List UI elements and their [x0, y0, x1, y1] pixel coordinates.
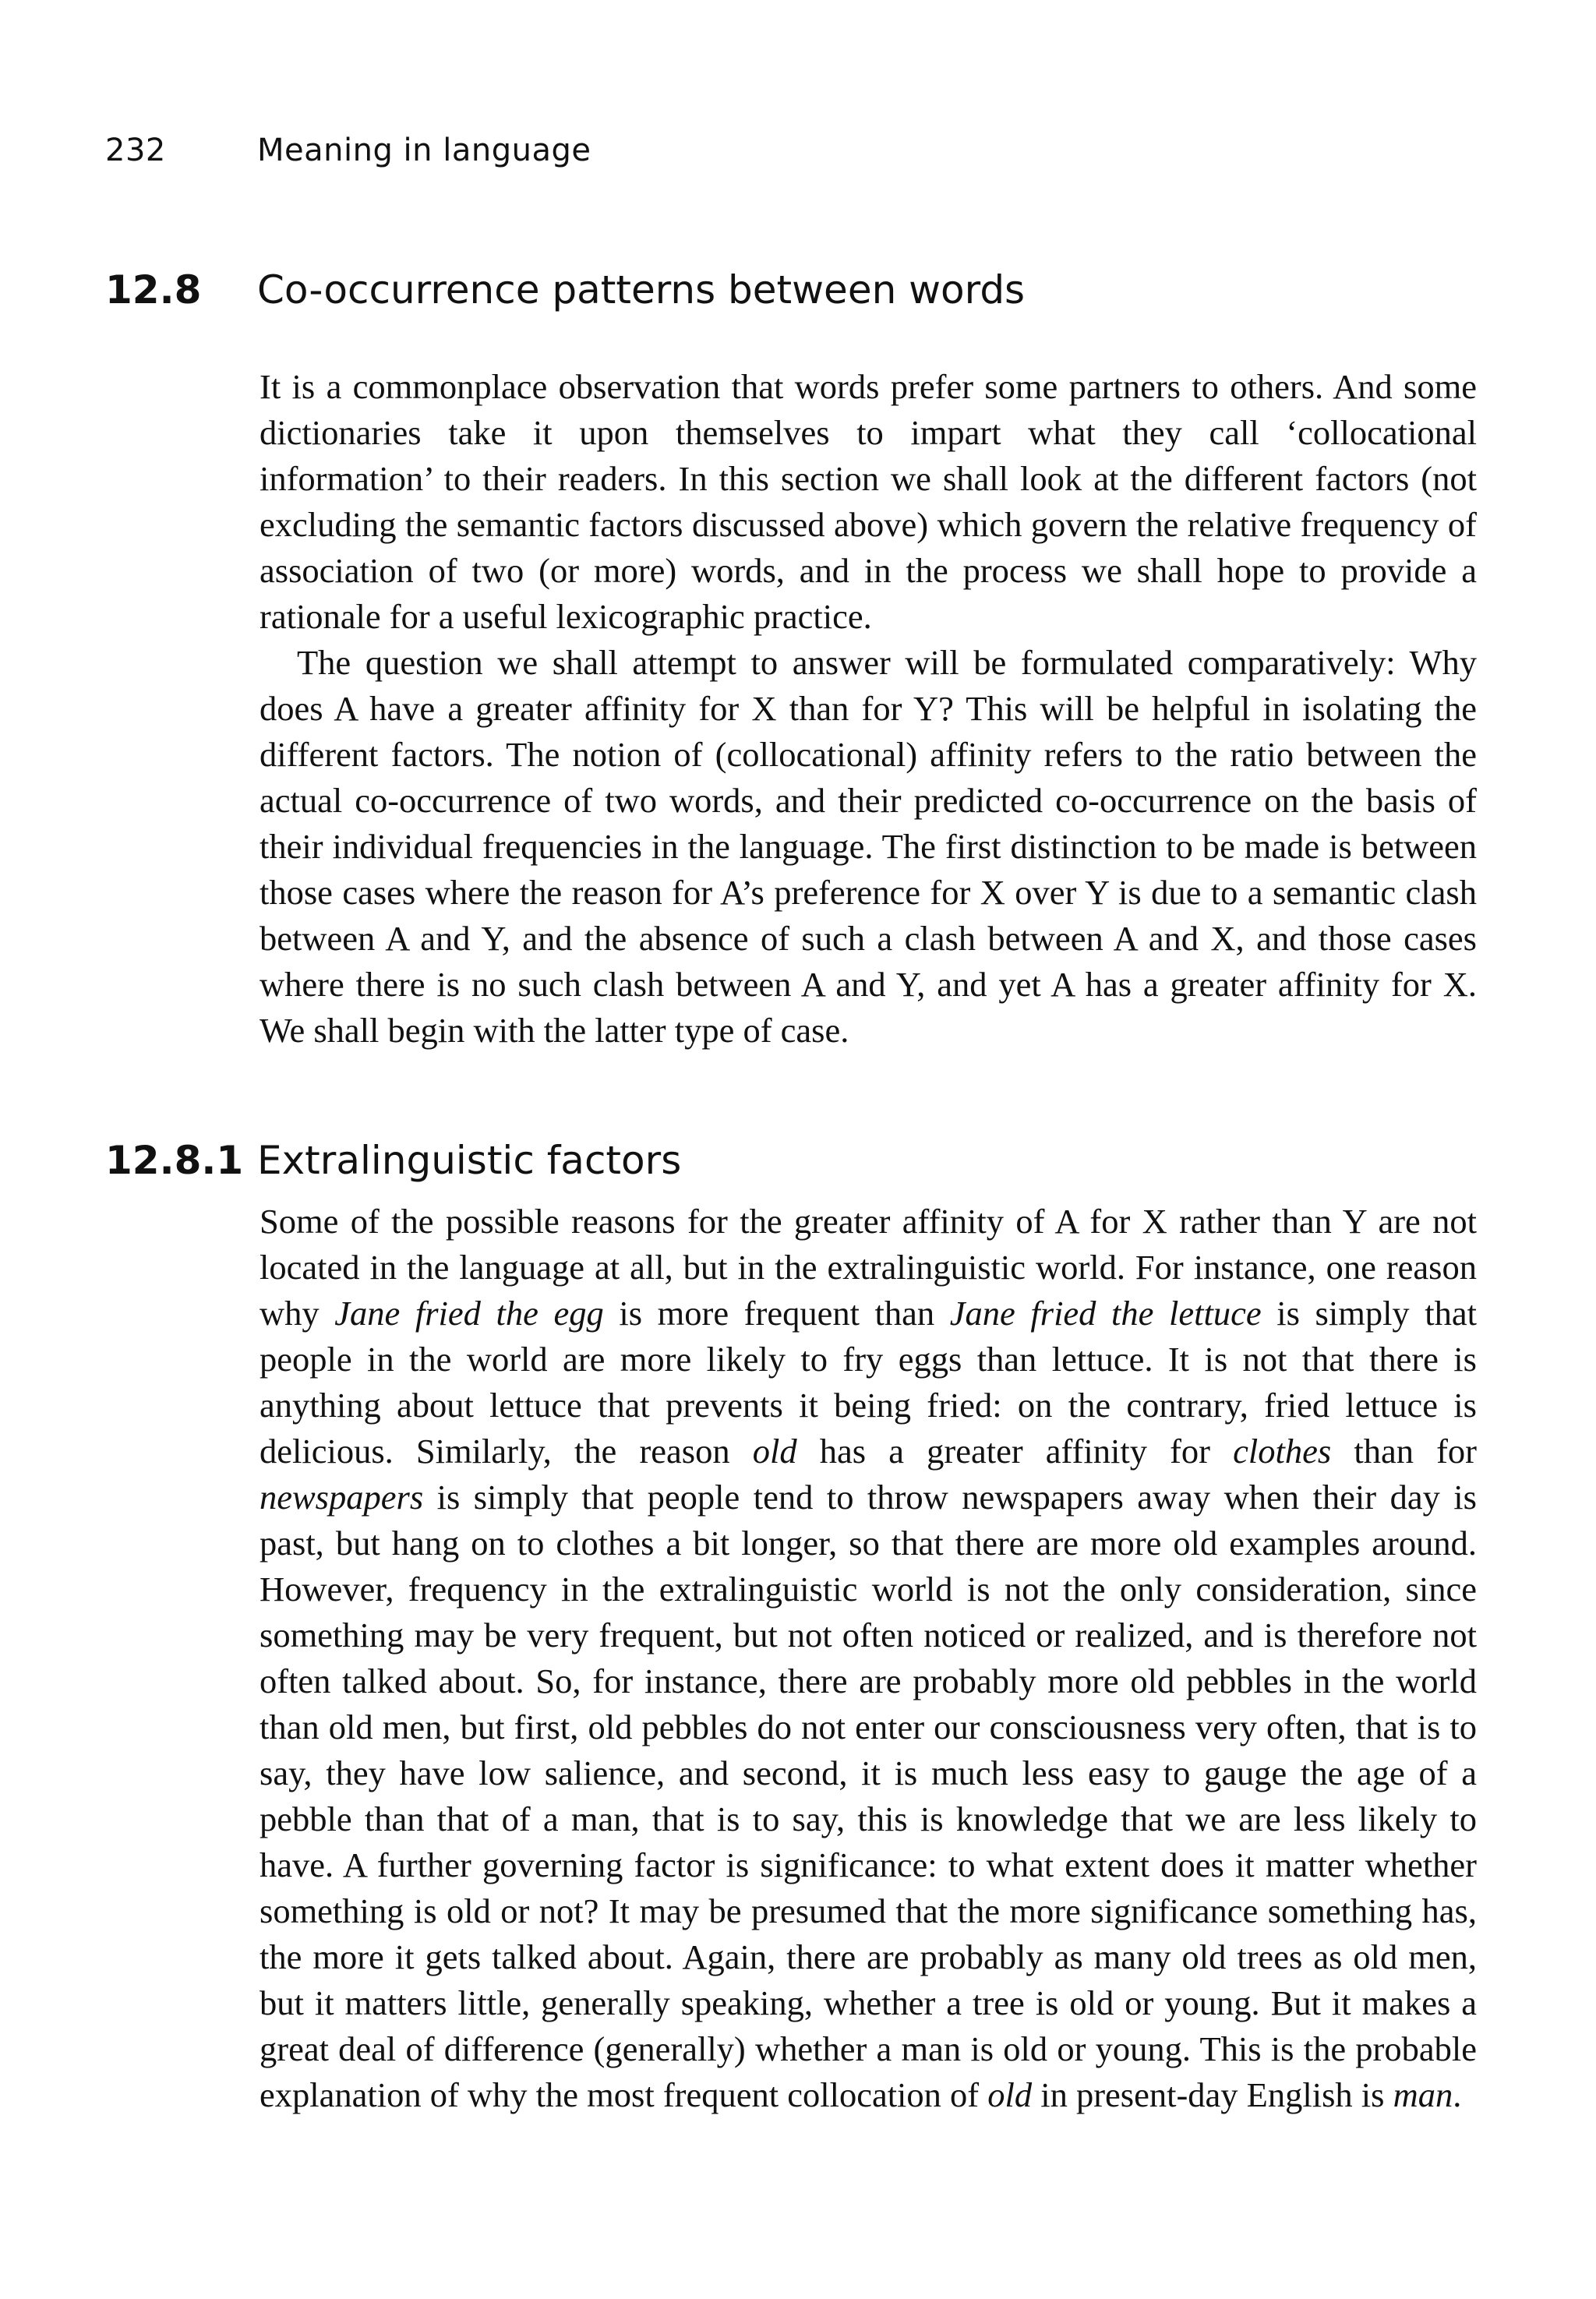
subsection-number: 12.8.1 [105, 1138, 244, 1183]
example-phrase: Jane fried the egg [334, 1294, 604, 1333]
paragraph [260, 1199, 1477, 2118]
text-run: is simply that people tend to throw newspapers away when their day is past, but hang on to clothes a bit longer, so that there are more old examples around. However, frequency in the extralinguistic world is not the only consideration, since something may be very frequent, but not often noticed or realized, and is therefore not often talked about. So, for instance, there are probably more old pebbles in the world than old men, but first, old pebbles do not enter our consciousness very often, that is to say, they have low salience, and second, it is much less easy to gauge the age of a pebble than that of a man, that is to say, this is knowledge that we are less likely to have. A further governing factor is significance: to what extent does it matter whether something is old or not? It may be presumed that the more significance something has, the more it gets talked about. Again, there are probably as many old trees as old men, but it matters little, generally speaking, whether a tree is old or young. But it makes a great deal of difference (generally) whether a man is old or young. This is the probable explanation of why the most frequent collocation of [260, 1478, 1477, 2114]
text-run: is simply that people in the world are more likely to fry eggs than lettuce. It is not that there is anything about lettuce that prevents it being fried: on the contrary, fried lettuce is delicious. Similarly, the reason [260, 1294, 1478, 1471]
example-word: old [752, 1432, 797, 1471]
subsection-title: Extralinguistic factors [257, 1138, 682, 1183]
example-word: old [987, 2075, 1033, 2114]
text-run: has a greater affinity for [796, 1432, 1234, 1471]
section-body [260, 364, 1477, 1054]
running-head-title: Meaning in language [257, 132, 591, 168]
page-number: 232 [105, 132, 166, 168]
example-word: clothes [1233, 1432, 1332, 1471]
subsection-heading [105, 1138, 681, 1183]
section-title: Co-occurrence patterns between words [257, 267, 1026, 313]
text-run: than for [1331, 1432, 1477, 1471]
text-run: Some of the possible reasons for the greater affinity of A for X rather than Y are not located in the language at all, but in the extralinguistic world. For instance, one reason why [260, 1202, 1477, 1333]
example-word: man [1393, 2075, 1453, 2114]
paragraph: The question we shall attempt to answer will be formulated comparatively: Why does A have a greater affinity for X than for Y? This will be helpful in isolating the different factors. The notion of (collocational) affinity refers to the ratio between the actual co-occurrence of two words, and their predicted co-occurrence on the basis of their individual frequencies in the language. The first distinction to be made is between those cases where the reason for A’s preference for X over Y is due to a semantic clash between A and Y, and the absence of such a clash between A and X, and those cases where there is no such clash between A and Y, and yet A has a greater affinity for X. We shall begin with the latter type of case. [260, 643, 1477, 1050]
text-run: in present-day English is [1032, 2075, 1393, 2114]
example-word: newspapers [260, 1478, 424, 1517]
section-number: 12.8 [105, 267, 202, 313]
running-head [105, 132, 591, 168]
subsection-body [260, 1199, 1477, 2118]
paragraph: It is a commonplace observation that words prefer some partners to others. And some dictionaries take it upon themselves to impart what they call ‘collocational information’ to their readers. In this section we shall look at the different factors (not excluding the semantic factors discussed above) which govern the relative frequency of association of two (or more) words, and in the process we shall hope to provide a rationale for a useful lexicographic practice. [260, 367, 1477, 636]
section-heading [105, 267, 1025, 313]
text-run: is more frequent than [603, 1294, 950, 1333]
example-phrase: Jane fried the lettuce [949, 1294, 1262, 1333]
text-run: . [1453, 2075, 1462, 2114]
